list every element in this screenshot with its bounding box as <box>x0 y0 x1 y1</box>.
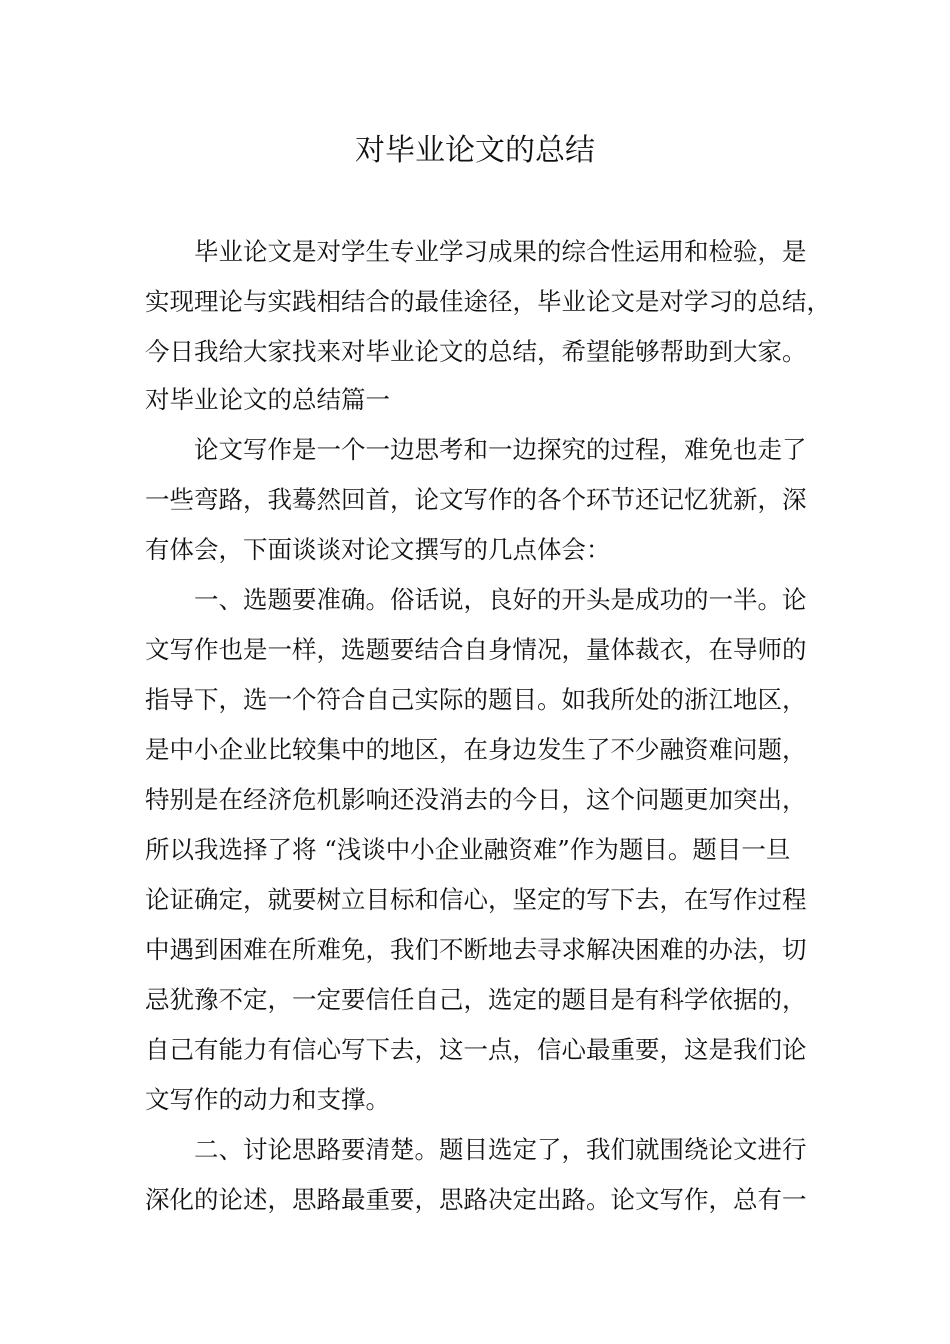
body-line: 忌犹豫不定，一定要信任自己，选定的题目是有科学依据的， <box>145 985 807 1014</box>
body-line: 所以我选择了将 “浅谈中小企业融资难”作为题目。题目一旦 <box>145 835 791 864</box>
body-line: 今日我给大家找来对毕业论文的总结，希望能够帮助到大家。 <box>145 337 807 366</box>
body-line: 文写作也是一样，选题要结合自身情况，量体裁衣，在导师的 <box>145 635 807 664</box>
body-line: 自己有能力有信心写下去，这一点，信心最重要，这是我们论 <box>145 1035 807 1064</box>
body-line: 有体会，下面谈谈对论文撰写的几点体会： <box>145 535 611 564</box>
body-line: 论文写作是一个一边思考和一边探究的过程，难免也走了 <box>145 435 807 464</box>
body-line: 中遇到困难在所难免，我们不断地去寻求解决困难的办法，切 <box>145 935 807 964</box>
body-line: 二、讨论思路要清楚。题目选定了，我们就围绕论文进行 <box>145 1135 807 1164</box>
body-line: 一、选题要准确。俗话说，良好的开头是成功的一半。论 <box>145 585 807 614</box>
body-line: 毕业论文是对学生专业学习成果的综合性运用和检验，是 <box>145 237 807 266</box>
body-line: 是中小企业比较集中的地区，在身边发生了不少融资难问题， <box>145 735 807 764</box>
document-title: 对毕业论文的总结 <box>355 133 595 168</box>
body-line: 论证确定，就要树立目标和信心，坚定的写下去，在写作过程 <box>145 885 807 914</box>
section-heading: 对毕业论文的总结篇一 <box>145 385 390 414</box>
body-line: 实现理论与实践相结合的最佳途径，毕业论文是对学习的总结， <box>145 287 831 316</box>
body-line: 深化的论述，思路最重要，思路决定出路。论文写作，总有一 <box>145 1185 807 1214</box>
body-line: 一些弯路，我蓦然回首，论文写作的各个环节还记忆犹新，深 <box>145 485 807 514</box>
body-line: 指导下，选一个符合自己实际的题目。如我所处的浙江地区， <box>145 685 807 714</box>
body-line: 特别是在经济危机影响还没消去的今日，这个问题更加突出， <box>145 785 807 814</box>
body-line: 文写作的动力和支撑。 <box>145 1085 390 1114</box>
